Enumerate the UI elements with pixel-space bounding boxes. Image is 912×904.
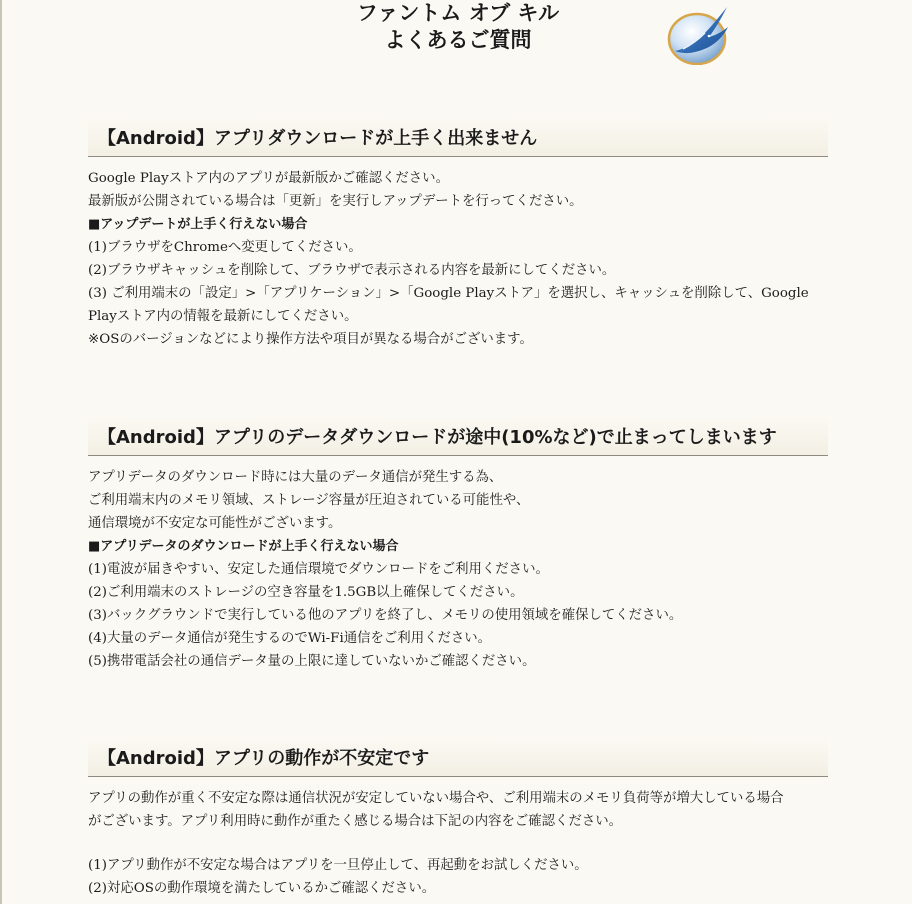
page-header — [0, 0, 912, 70]
paragraph-gap — [88, 833, 828, 854]
section-body — [88, 777, 828, 900]
faq-subheading: ■アップデートが上手く行えない場合 — [88, 217, 308, 232]
page-left-border — [0, 0, 2, 904]
section-title: 【Android】アプリのデータダウンロードが途中(10%など)で止まってしまいます — [98, 427, 777, 448]
faq-section-data-download — [88, 417, 828, 673]
faq-line: (2)ご利用端末のストレージの空き容量を1.5GB以上確保してください。 — [88, 585, 524, 600]
faq-line: (1)ブラウザをChromeへ変更してください。 — [88, 240, 362, 255]
section-header — [88, 738, 828, 777]
title-line-1: ファントム オブ キル — [356, 1, 560, 25]
faq-section-download — [88, 118, 828, 351]
faq-subheading: ■アプリデータのダウンロードが上手く行えない場合 — [88, 539, 399, 554]
faq-line: ご利用端末内のメモリ領域、ストレージ容量が圧迫されている可能性や、 — [88, 493, 530, 508]
faq-line: がございます。アプリ利用時に動作が重たく感じる場合は下記の内容をご確認ください。 — [88, 814, 623, 829]
faq-line: Playストア内の情報を最新にしてください。 — [88, 309, 358, 324]
faq-line: (4)大量のデータ通信が発生するのでWi-Fi通信をご利用ください。 — [88, 631, 492, 646]
faq-line: (2)対応OSの動作環境を満たしているかご確認ください。 — [88, 881, 436, 896]
faq-line: Google Playストア内のアプリが最新版かご確認ください。 — [88, 171, 449, 186]
section-body — [88, 157, 828, 351]
faq-line: (1)アプリ動作が不安定な場合はアプリを一旦停止して、再起動をお試しください。 — [88, 858, 588, 873]
section-header — [88, 417, 828, 456]
faq-line: (3)バックグラウンドで実行している他のアプリを終了し、メモリの使用領域を確保してください。 — [88, 608, 683, 623]
title-line-2: よくあるご質問 — [384, 28, 532, 52]
section-body — [88, 456, 828, 673]
faq-line: 通信環境が不安定な可能性がございます。 — [88, 516, 342, 531]
faq-line: 最新版が公開されている場合は「更新」を実行しアップデートを行ってください。 — [88, 194, 583, 209]
section-header — [88, 118, 828, 157]
faq-line: (1)電波が届きやすい、安定した通信環境でダウンロードをご利用ください。 — [88, 562, 549, 577]
section-title: 【Android】アプリダウンロードが上手く出来ません — [98, 128, 538, 149]
faq-line: ※OSのバージョンなどにより操作方法や項目が異なる場合がございます。 — [88, 332, 533, 347]
faq-line: (3) ご利用端末の「設定」>「アプリケーション」>「Google Playストア」を選択し、キャッシュを削除して、Google — [88, 286, 809, 301]
faq-line: (5)携帯電話会社の通信データ量の上限に達していないかご確認ください。 — [88, 654, 536, 669]
faq-line: アプリの動作が重く不安定な際は通信状況が安定していない場合や、ご利用端末のメモリ負荷等が増大している場合 — [88, 791, 784, 806]
faq-line: アプリデータのダウンロード時には大量のデータ通信が発生する為、 — [88, 470, 503, 485]
page-title — [300, 0, 616, 54]
section-title: 【Android】アプリの動作が不安定です — [98, 748, 430, 769]
bird-logo-icon — [665, 3, 733, 65]
faq-line: (2)ブラウザキャッシュを削除して、ブラウザで表示される内容を最新にしてください。 — [88, 263, 616, 278]
faq-section-unstable — [88, 738, 828, 900]
